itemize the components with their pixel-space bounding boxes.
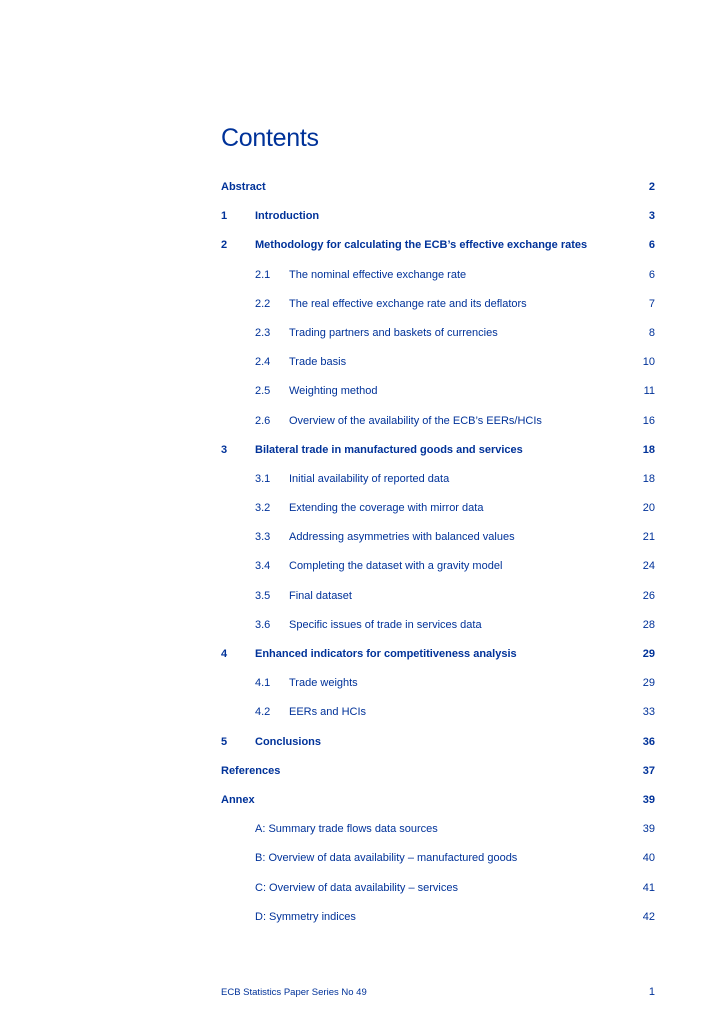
toc-entry[interactable] — [221, 236, 655, 265]
toc-entry-number: 4 — [221, 648, 228, 660]
toc-entry-label: Enhanced indicators for competitiveness analysis — [255, 648, 517, 660]
toc-entry-label: Introduction — [255, 210, 320, 223]
table-of-contents — [221, 178, 655, 937]
toc-entry-label: Trading partners and baskets of currencies — [289, 326, 498, 339]
toc-entry[interactable] — [221, 382, 655, 411]
toc-entry[interactable] — [221, 762, 655, 791]
toc-entry-label: B: Overview of data availability – manufactured goods — [255, 852, 518, 865]
toc-entry-page: 33 — [642, 706, 655, 719]
toc-entry[interactable] — [221, 353, 655, 382]
toc-entry-page: 29 — [642, 677, 655, 690]
toc-entry-label: Annex — [221, 793, 255, 806]
toc-entry-number: 2.2 — [255, 297, 271, 310]
toc-entry-number: 5 — [221, 735, 228, 748]
toc-entry-number: 3.1 — [255, 472, 271, 485]
toc-entry-number: 3 — [221, 443, 228, 456]
toc-entry-page: 39 — [642, 823, 655, 836]
toc-entry[interactable] — [221, 324, 655, 353]
toc-entry-label: D: Symmetry indices — [255, 910, 356, 923]
toc-entry[interactable] — [221, 674, 655, 703]
toc-entry-label: Abstract — [221, 181, 266, 193]
toc-entry-page: 11 — [643, 385, 655, 398]
toc-entry[interactable] — [221, 587, 655, 616]
toc-entry-number: 3.4 — [255, 560, 271, 573]
toc-entry[interactable] — [221, 470, 655, 499]
toc-entry-label: Specific issues of trade in services data — [289, 618, 482, 631]
toc-entry-label: Trade basis — [289, 356, 347, 369]
toc-entry-page: 41 — [642, 881, 655, 894]
toc-entry-label: Extending the coverage with mirror data — [289, 502, 484, 515]
toc-entry-page: 28 — [642, 618, 655, 631]
toc-entry-label: EERs and HCIs — [289, 706, 367, 719]
toc-entry-label: The real effective exchange rate and its deflators — [289, 297, 527, 310]
toc-entry[interactable] — [221, 528, 655, 557]
toc-entry-page: 40 — [642, 852, 655, 865]
toc-entry-label: C: Overview of data availability – services — [255, 881, 458, 894]
toc-entry[interactable] — [221, 791, 655, 820]
toc-entry-label: The nominal effective exchange rate — [289, 268, 467, 281]
toc-entry-label: Addressing asymmetries with balanced values — [289, 531, 515, 544]
toc-entry[interactable] — [221, 645, 655, 674]
toc-entry-label: References — [221, 764, 281, 777]
toc-entry-page: 42 — [642, 910, 655, 923]
toc-entry-label: Bilateral trade in manufactured goods and services — [255, 443, 523, 456]
toc-entry-page: 36 — [642, 735, 655, 748]
toc-entry[interactable] — [221, 820, 655, 849]
toc-entry-page: 18 — [642, 443, 655, 456]
footer-series-label: ECB Statistics Paper Series No 49 — [221, 987, 367, 998]
toc-entry-number: 2.6 — [255, 414, 271, 427]
toc-entry[interactable] — [221, 295, 655, 324]
toc-entry-page: 21 — [642, 531, 655, 544]
toc-entry-label: Initial availability of reported data — [289, 472, 450, 485]
toc-entry[interactable] — [221, 178, 655, 207]
toc-entry-page: 24 — [642, 560, 655, 573]
toc-entry-number: 4.2 — [255, 706, 271, 719]
toc-entry-page: 10 — [642, 356, 655, 369]
toc-entry[interactable] — [221, 441, 655, 470]
toc-entry-label: Trade weights — [289, 677, 358, 690]
toc-entry-page: 29 — [642, 648, 655, 660]
toc-entry[interactable] — [221, 733, 655, 762]
toc-entry-label: A: Summary trade flows data sources — [255, 823, 438, 836]
toc-entry-page: 3 — [648, 210, 655, 223]
toc-entry-label: Overview of the availability of the ECB’s EERs/HCIs — [289, 414, 542, 427]
toc-entry-page: 26 — [642, 589, 655, 602]
toc-entry-number: 2.3 — [255, 326, 271, 339]
toc-entry-page: 2 — [648, 181, 655, 193]
toc-entry[interactable] — [221, 879, 655, 908]
toc-entry-number: 3.2 — [255, 502, 271, 515]
toc-entry-label: Methodology for calculating the ECB’s effective exchange rates — [255, 239, 588, 252]
toc-entry[interactable] — [221, 207, 655, 236]
toc-entry[interactable] — [221, 616, 655, 645]
toc-entry[interactable] — [221, 557, 655, 586]
toc-entry-page: 7 — [648, 297, 655, 310]
toc-entry-page: 18 — [642, 472, 655, 485]
toc-entry-number: 2.1 — [255, 268, 271, 281]
toc-entry-page: 6 — [648, 239, 655, 252]
toc-entry-number: 3.5 — [255, 589, 271, 602]
toc-entry-number: 3.3 — [255, 531, 271, 544]
toc-entry-page: 6 — [648, 268, 655, 281]
toc-entry[interactable] — [221, 412, 655, 441]
toc-entry[interactable] — [221, 266, 655, 295]
toc-entry-number: 2.4 — [255, 356, 271, 369]
toc-entry-number: 2.5 — [255, 385, 271, 398]
toc-entry-number: 3.6 — [255, 618, 271, 631]
toc-entry-page: 16 — [642, 414, 655, 427]
toc-entry-label: Conclusions — [255, 735, 322, 748]
toc-entry-number: 2 — [221, 239, 228, 252]
page-title: Contents — [221, 124, 319, 152]
toc-entry-page: 39 — [642, 793, 655, 806]
toc-entry-page: 37 — [642, 764, 655, 777]
footer-page-number: 1 — [648, 986, 655, 998]
toc-entry[interactable] — [221, 703, 655, 732]
toc-entry-number: 1 — [221, 210, 228, 223]
toc-entry[interactable] — [221, 908, 655, 937]
toc-entry-label: Completing the dataset with a gravity model — [289, 560, 503, 573]
toc-entry-number: 4.1 — [255, 677, 271, 690]
toc-entry[interactable] — [221, 849, 655, 878]
toc-entry[interactable] — [221, 499, 655, 528]
toc-entry-label: Final dataset — [289, 589, 352, 602]
toc-entry-page: 8 — [648, 326, 655, 339]
toc-entry-label: Weighting method — [289, 385, 378, 398]
toc-entry-page: 20 — [642, 502, 655, 515]
